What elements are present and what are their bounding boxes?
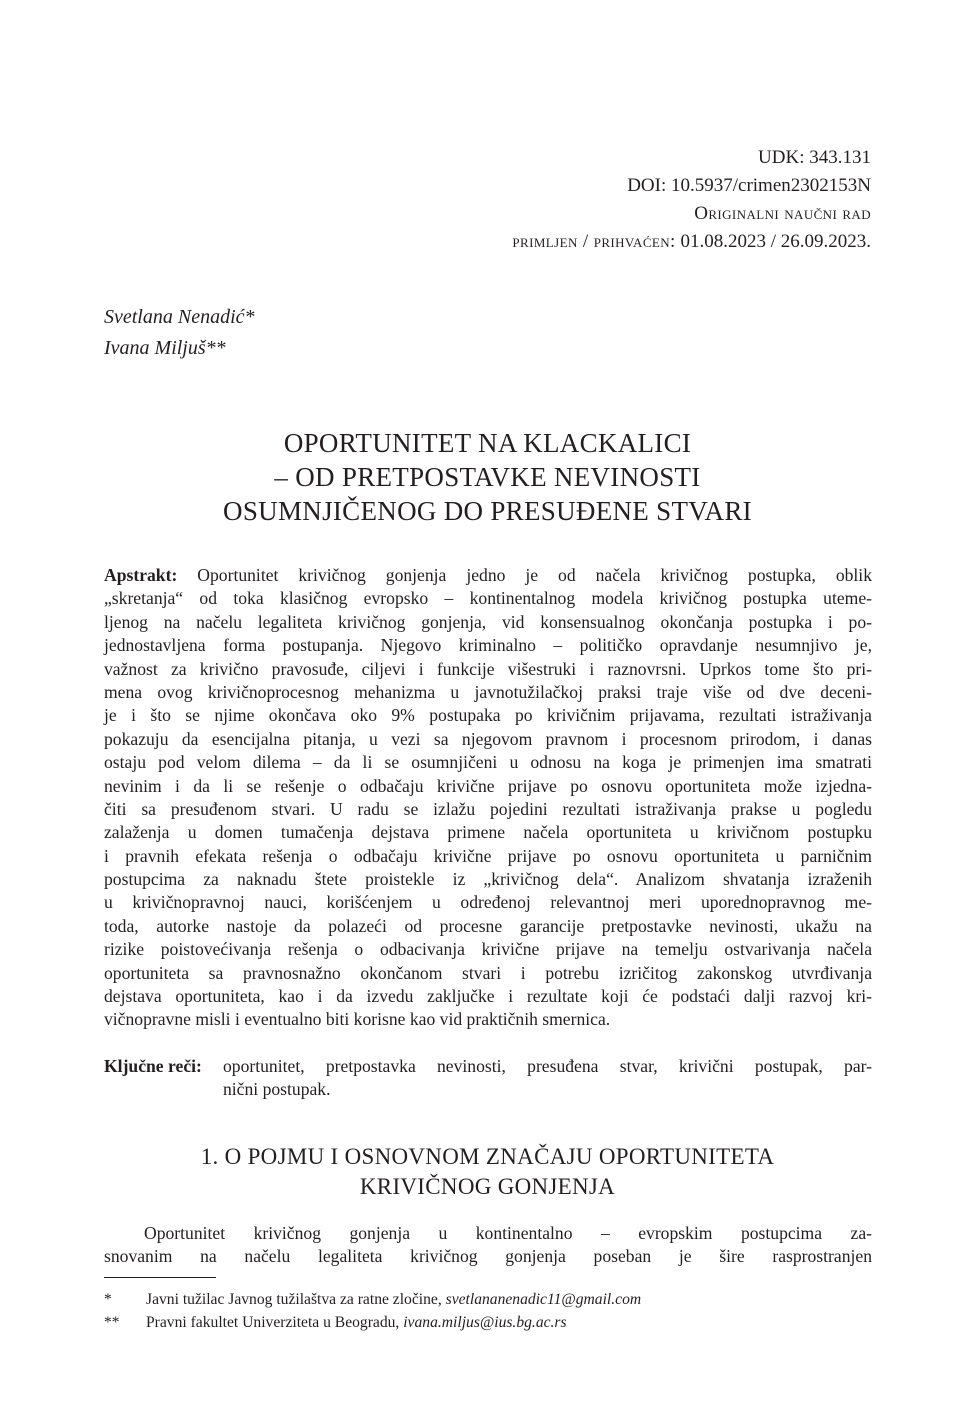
abstract-line: rizike poistovećivanja rešenja o odbacivanja krivične prijave na temelju ostvarivanja načela <box>104 939 872 960</box>
dates-label: primljen / prihvaćen: <box>512 231 676 252</box>
footnote-mark: * <box>104 1291 112 1308</box>
abstract-line: nevinim i da li se rešenje o odbačaju krivične prijave po osnovu oportuniteta može izjedna- <box>104 775 872 796</box>
section-heading <box>0 1142 975 1202</box>
section-heading-line: KRIVIČNOG GONJENJA <box>359 1174 616 1199</box>
abstract-line: važnost za krivično pravosuđe, ciljevi i funkcije višestruki i raznovrsni. Uprkos tome što pri- <box>104 658 872 679</box>
intro-paragraph <box>104 1222 872 1269</box>
received-accepted-dates <box>512 228 871 256</box>
abstract-line: u krivičnopravnoj nauci, korišćenjem u određenoj relevantnoj meri uporednopravnog me- <box>104 892 872 913</box>
abstract-line: pokazuju da esencijalna pitanja, u vezi sa njegovom pravnom i procesnom prirodom, i danas <box>104 728 872 749</box>
abstract-line: čiti sa presuđenom stvari. U radu se izlažu pojedini rezultati istraživanja prakse u pogledu <box>104 798 872 819</box>
title-line: – OD PRETPOSTAVKE NEVINOSTI <box>274 462 701 492</box>
doi: DOI: 10.5937/crimen2302153N <box>627 175 871 196</box>
abstract-line: i pravnih efekata rešenja o odbačaju krivične prijave po osnovu oportuniteta u parničnim <box>104 845 872 866</box>
abstract-line: oportuniteta sa pravnosnažno okončanom stvari i potrebu izričitog zakonskog utvrđivanja <box>104 962 872 983</box>
paragraph-line: Oportunitet krivičnog gonjenja u kontinentalno – evropskim postupcima za- <box>144 1223 872 1243</box>
abstract-line: toda, autorke nastoje da polazeći od procesne garancije pretpostavke nevinosti, ukažu na <box>104 915 872 936</box>
abstract-line: jednostavljena forma postupanja. Njegovo kriminalno – političko opravdanje nesumnjivo je, <box>104 635 872 656</box>
abstract-line: vičnopravne misli i eventualno biti korisne kao vid praktičnih smernica. <box>104 1009 611 1030</box>
title-line: OPORTUNITET NA KLACKALICI <box>283 428 692 458</box>
author-2: Ivana Miljuš** <box>104 337 226 359</box>
abstract-line: mena ovog krivičnoprocesnog mehanizma u javnotužilačkoj praksi traje više od dve deceni- <box>104 681 872 702</box>
abstract-line: Apstrakt: Oportunitet krivičnog gonjenja jedno je od načela krivičnog postupka, oblik <box>104 565 872 585</box>
footnote-divider <box>104 1277 216 1278</box>
email-link[interactable]: svetlananenadic11@gmail.com <box>445 1291 642 1308</box>
dates-value: 01.08.2023 / 26.09.2023. <box>675 231 871 252</box>
author-1: Svetlana Nenadić* <box>104 306 255 328</box>
authors <box>104 302 255 364</box>
abstract-line: „skretanja“ od toka klasičnog evropsko – kontinentalnog modela krivičnog postupka uteme- <box>104 588 872 609</box>
keywords <box>104 1055 872 1102</box>
abstract-line: ostaju pod velom dilema – da li se osumnjičeni u odnosu na koga je primenjen ima smatrati <box>104 752 872 773</box>
article-metadata <box>512 144 871 256</box>
section-heading-line: 1. O POJMU I OSNOVNOM ZNAČAJU OPORTUNITETA <box>200 1144 775 1169</box>
footnote-mark: ** <box>104 1314 120 1331</box>
title-line: OSUMNJIČENOG DO PRESUĐENE STVARI <box>223 496 752 526</box>
article-title <box>0 426 975 528</box>
abstract-line: zalaženja u domen tumačenja dejstava primene načela oportuniteta u krivičnom postupku <box>104 822 872 843</box>
abstract-line: je i što se njime okončava oko 9% postupaka po krivičnim prijavama, rezultati istraživanja <box>104 705 872 726</box>
abstract-line: dejstava oportuniteta, kao i da izvedu zaključke i rezultate koji će podstaći dalji razvoj kri- <box>104 986 872 1007</box>
keywords-label: Ključne reči: <box>104 1056 202 1076</box>
keywords-line: nični postupak. <box>223 1079 331 1100</box>
abstract <box>104 564 872 1032</box>
footnote-text: Javni tužilac Javnog tužilaštva za ratne zločine, <box>146 1291 446 1308</box>
abstract-line: postupcima za naknadu štete proistekle iz „krivičnog dela“. Analizom shvatanja izraženih <box>104 869 872 890</box>
paragraph-line: snovanim na načelu legaliteta krivičnog gonjenja poseban je šire rasprostranjen <box>104 1246 872 1267</box>
udk-code: UDK: 343.131 <box>758 147 871 168</box>
email-link[interactable]: ivana.miljus@ius.bg.ac.rs <box>403 1314 567 1331</box>
abstract-label: Apstrakt: <box>104 565 178 585</box>
abstract-line: ljenog na načelu legaliteta krivičnog gonjenja, vid konsensualnog okončanja postupka i po- <box>104 611 872 632</box>
keywords-line: oportunitet, pretpostavka nevinosti, presuđena stvar, krivični postupak, par- <box>223 1056 872 1076</box>
footnote-text: Pravni fakultet Univerziteta u Beogradu, <box>146 1314 404 1331</box>
article-type: Originalni naučni rad <box>694 203 871 224</box>
